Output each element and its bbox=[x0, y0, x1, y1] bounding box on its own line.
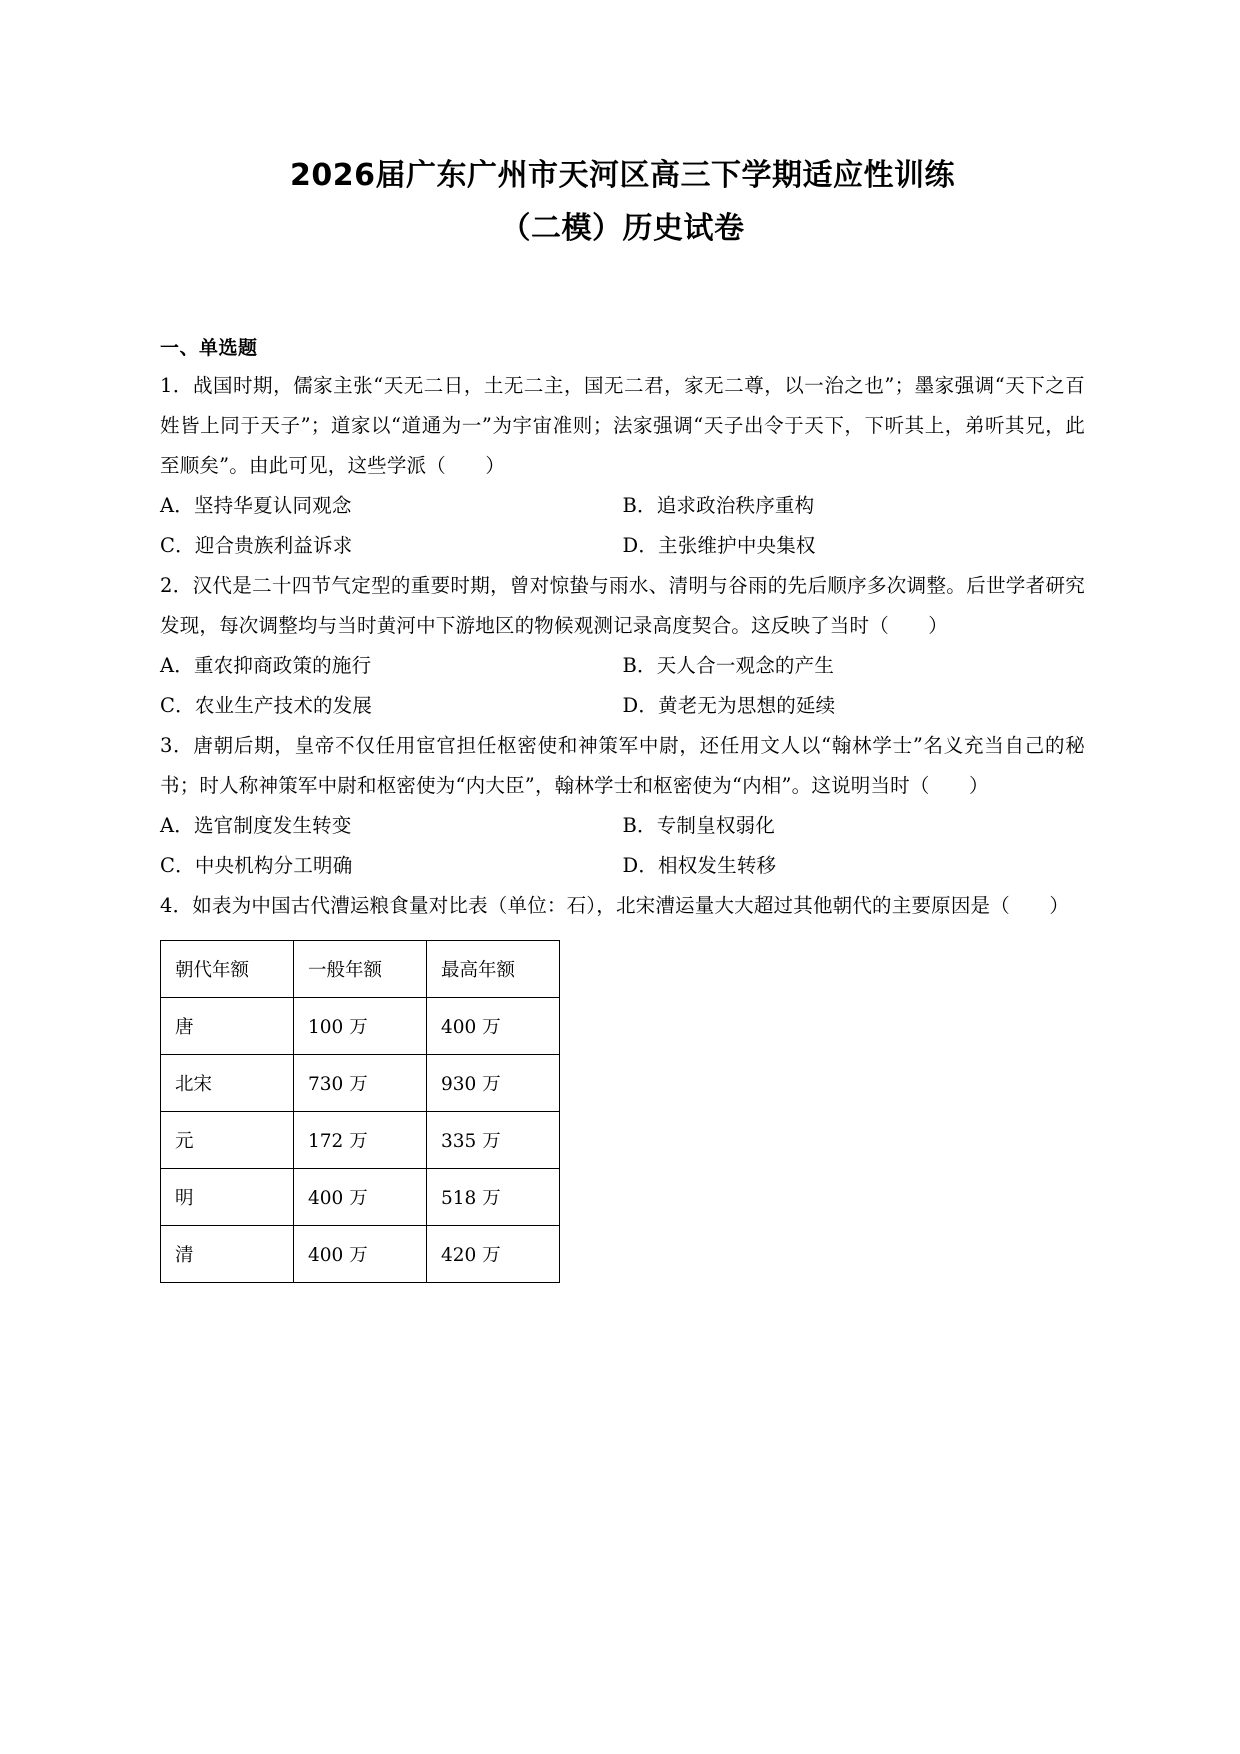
question-1-option-c[interactable]: C．迎合贵族利益诉求 bbox=[160, 534, 353, 557]
table-cell-dynasty: 明 bbox=[161, 1169, 294, 1226]
section-heading-single-choice: 一、单选题 bbox=[160, 337, 258, 359]
table-cell-typical: 730 万 bbox=[294, 1055, 427, 1112]
question-2-option-b[interactable]: B．天人合一观念的产生 bbox=[622, 654, 835, 677]
table-cell-typical: 100 万 bbox=[294, 998, 427, 1055]
title-line-1: 2026届广东广州市天河区高三下学期适应性训练 bbox=[290, 158, 955, 193]
question-4 bbox=[160, 886, 1085, 1283]
table-cell-max: 518 万 bbox=[427, 1169, 560, 1226]
table-row bbox=[161, 1226, 560, 1283]
question-3-option-a[interactable]: A．选官制度发生转变 bbox=[160, 814, 352, 837]
question-3-options bbox=[160, 806, 1085, 886]
table-row bbox=[161, 1112, 560, 1169]
table-cell-dynasty: 北宋 bbox=[161, 1055, 294, 1112]
question-2-stem: 2．汉代是二十四节气定型的重要时期，曾对惊蛰与雨水、清明与谷雨的先后顺序多次调整。后世学者研究发现，每次调整均与当时黄河中下游地区的物候观测记录高度契合。这反映了当时（ ） bbox=[160, 574, 1085, 637]
table-cell-typical: 172 万 bbox=[294, 1112, 427, 1169]
question-2 bbox=[160, 566, 1085, 726]
question-2-option-c[interactable]: C．农业生产技术的发展 bbox=[160, 694, 373, 717]
table-row bbox=[161, 1169, 560, 1226]
table-body bbox=[161, 941, 560, 1283]
table-header-row bbox=[161, 941, 560, 998]
question-2-option-a[interactable]: A．重农抑商政策的施行 bbox=[160, 654, 372, 677]
question-4-stem: 4．如表为中国古代漕运粮食量对比表（单位：石），北宋漕运量大大超过其他朝代的主要原因是（ ） bbox=[160, 894, 1070, 917]
question-3-option-c[interactable]: C．中央机构分工明确 bbox=[160, 854, 353, 877]
table-cell-dynasty: 唐 bbox=[161, 998, 294, 1055]
question-1 bbox=[160, 366, 1085, 566]
table-row bbox=[161, 1055, 560, 1112]
question-1-stem: 1．战国时期，儒家主张“天无二日，土无二主，国无二君，家无二尊，以一治之也”；墨家强调“天下之百姓皆上同于天子”；道家以“道通为一”为宇宙准则；法家强调“天子出令于天下，下听其上，弟听其兄，此至顺矣”。由此可见，这些学派（ ） bbox=[160, 374, 1085, 477]
table-cell-max: 930 万 bbox=[427, 1055, 560, 1112]
question-3 bbox=[160, 726, 1085, 886]
question-2-option-d[interactable]: D．黄老无为思想的延续 bbox=[622, 694, 836, 717]
table-cell-typical: 400 万 bbox=[294, 1169, 427, 1226]
table-header-max-annual: 最高年额 bbox=[427, 941, 560, 998]
question-3-option-d[interactable]: D．相权发生转移 bbox=[622, 854, 777, 877]
table-header-dynasty: 朝代年额 bbox=[161, 941, 294, 998]
page-title bbox=[160, 150, 1085, 255]
question-3-stem: 3．唐朝后期，皇帝不仅任用宦官担任枢密使和神策军中尉，还任用文人以“翰林学士”名义充当自己的秘书；时人称神策军中尉和枢密使为“内大臣”，翰林学士和枢密使为“内相”。这说明当时（ ） bbox=[160, 734, 1085, 797]
table-cell-dynasty: 元 bbox=[161, 1112, 294, 1169]
table-header-typical-annual: 一般年额 bbox=[294, 941, 427, 998]
table-cell-max: 400 万 bbox=[427, 998, 560, 1055]
table-cell-max: 335 万 bbox=[427, 1112, 560, 1169]
table-cell-typical: 400 万 bbox=[294, 1226, 427, 1283]
question-3-option-b[interactable]: B．专制皇权弱化 bbox=[622, 814, 775, 837]
question-1-option-b[interactable]: B．追求政治秩序重构 bbox=[622, 494, 815, 517]
table-cell-dynasty: 清 bbox=[161, 1226, 294, 1283]
table-cell-max: 420 万 bbox=[427, 1226, 560, 1283]
question-1-option-a[interactable]: A．坚持华夏认同观念 bbox=[160, 494, 352, 517]
question-2-options bbox=[160, 646, 1085, 726]
grain-transport-table bbox=[160, 940, 560, 1283]
title-line-2: （二模）历史试卷 bbox=[500, 210, 745, 246]
question-1-options bbox=[160, 486, 1085, 566]
table-row bbox=[161, 998, 560, 1055]
question-1-option-d[interactable]: D．主张维护中央集权 bbox=[622, 534, 816, 557]
